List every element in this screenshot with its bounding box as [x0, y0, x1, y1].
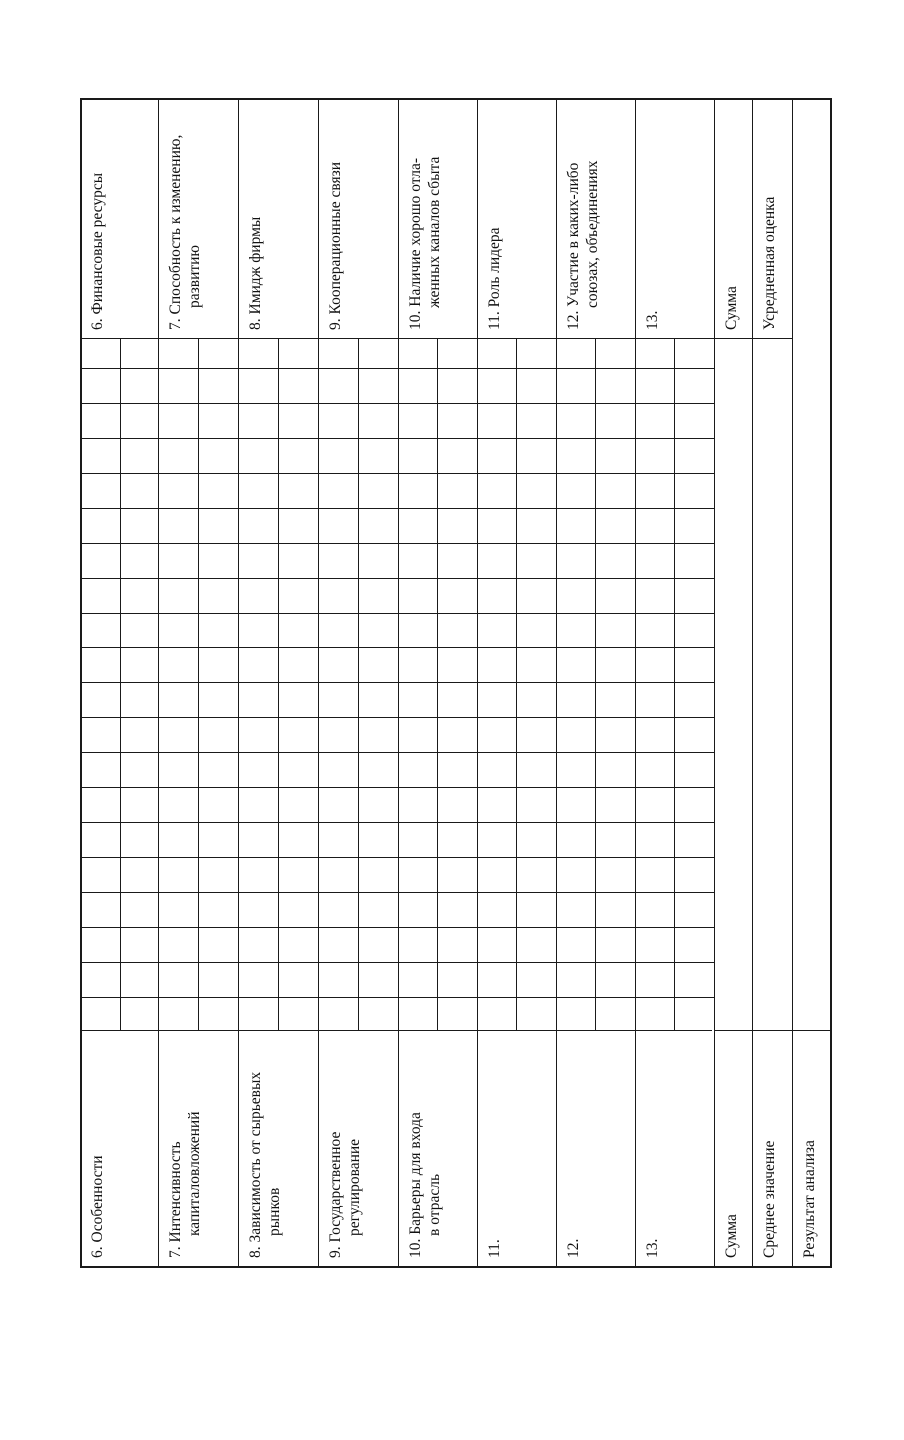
row-separator — [792, 98, 793, 1267]
left-row-label-line: Результат анализа — [801, 1140, 818, 1258]
grid-sub-split — [595, 338, 596, 1030]
grid-sub-split — [278, 338, 279, 1030]
grid-cell-line — [80, 822, 714, 823]
left-row-label — [800, 1140, 819, 1258]
grid-cell-line — [80, 473, 714, 474]
grid-cell-line — [80, 857, 714, 858]
grid-cell-line — [80, 508, 714, 509]
right-row-label — [166, 135, 204, 330]
right-row-label-line: 8. Имидж фирмы — [247, 216, 264, 330]
grid-sub-split — [516, 338, 517, 1030]
left-row-label-line: в отрасль — [426, 1173, 443, 1236]
table-border-bottom — [80, 1266, 832, 1268]
table-border-top — [80, 98, 832, 100]
right-row-label — [760, 197, 779, 330]
grid-cell-line — [80, 752, 714, 753]
left-row-label — [722, 1214, 741, 1258]
left-label-column-boundary — [80, 1030, 712, 1031]
right-row-label-line: 12. Участие в каких-либо — [565, 162, 582, 330]
left-row-label — [406, 1112, 444, 1258]
grid-sub-split — [437, 338, 438, 1030]
right-row-label-line: союзах, объединениях — [584, 160, 601, 308]
right-row-label-line: Сумма — [723, 286, 740, 330]
left-row-label-line: 7. Интенсивность — [167, 1141, 184, 1258]
grid-cell-line — [80, 962, 714, 963]
left-row-label — [564, 1239, 583, 1258]
right-row-label — [564, 161, 602, 330]
right-row-label-line: 6. Финансовые ресурсы — [89, 172, 106, 330]
left-row-label-line: капиталовложений — [186, 1111, 203, 1236]
left-row-label — [326, 1132, 364, 1258]
grid-cell-line — [80, 647, 714, 648]
right-row-label-line: 10. Наличие хорошо отла- — [407, 157, 424, 330]
left-row-label — [246, 1072, 284, 1258]
grid-cell-line — [80, 613, 714, 614]
grid-cell-line — [80, 997, 714, 998]
left-row-label — [760, 1141, 779, 1258]
grid-sub-split — [358, 338, 359, 1030]
right-row-label — [246, 217, 265, 330]
right-row-label-line: 7. Способность к изменению, — [167, 134, 184, 330]
left-row-label-line: регулирование — [346, 1138, 363, 1236]
left-row-label-line: 10. Барьеры для входа — [407, 1112, 424, 1258]
right-row-label — [326, 162, 345, 330]
grid-sub-split — [198, 338, 199, 1030]
left-row-label — [643, 1239, 662, 1258]
grid-cell-line — [80, 438, 714, 439]
left-row-label-line: 6. Особенности — [89, 1155, 106, 1258]
right-label-column-boundary — [80, 338, 792, 339]
grid-cell-line — [80, 787, 714, 788]
right-row-label-line: Усредненная оценка — [761, 196, 778, 330]
left-row-label — [485, 1239, 504, 1258]
right-row-label-line: 11. Роль лидера — [486, 227, 503, 330]
left-row-label-line: 13. — [644, 1238, 661, 1258]
grid-cell-line — [80, 717, 714, 718]
right-row-label — [88, 173, 107, 330]
right-row-label-line: 13. — [644, 310, 661, 330]
grid-cell-line — [80, 368, 714, 369]
right-row-label — [406, 157, 444, 330]
right-row-label-line: женных каналов сбыта — [426, 156, 443, 308]
grid-sub-split — [674, 338, 675, 1030]
grid-cell-line — [80, 403, 714, 404]
grid-cell-line — [80, 927, 714, 928]
right-row-label — [485, 227, 504, 330]
right-row-label — [643, 311, 662, 330]
left-row-label-line: 12. — [565, 1238, 582, 1258]
grid-cell-line — [80, 578, 714, 579]
row-separator — [714, 98, 715, 1267]
left-row-label-line: Среднее значение — [761, 1140, 778, 1258]
right-row-label-line: развитию — [186, 244, 203, 308]
grid-cell-line — [80, 682, 714, 683]
row-separator — [752, 98, 753, 1267]
left-row-label-line: 8. Зависимость от сырьевых — [247, 1071, 264, 1258]
grid-cell-line — [80, 543, 714, 544]
table-border-right — [830, 98, 832, 1267]
summary-label-boundary — [714, 1030, 832, 1031]
left-row-label — [166, 1111, 204, 1258]
grid-sub-split — [120, 338, 121, 1030]
grid-cell-line — [80, 892, 714, 893]
left-row-label-line: Сумма — [723, 1214, 740, 1258]
right-row-label — [722, 286, 741, 330]
left-row-label-line: 11. — [486, 1239, 503, 1258]
left-row-label — [88, 1155, 107, 1258]
left-row-label-line: 9. Государственное — [327, 1131, 344, 1258]
right-row-label-line: 9. Кооперационные связи — [327, 161, 344, 330]
left-row-label-line: рынков — [266, 1187, 283, 1236]
